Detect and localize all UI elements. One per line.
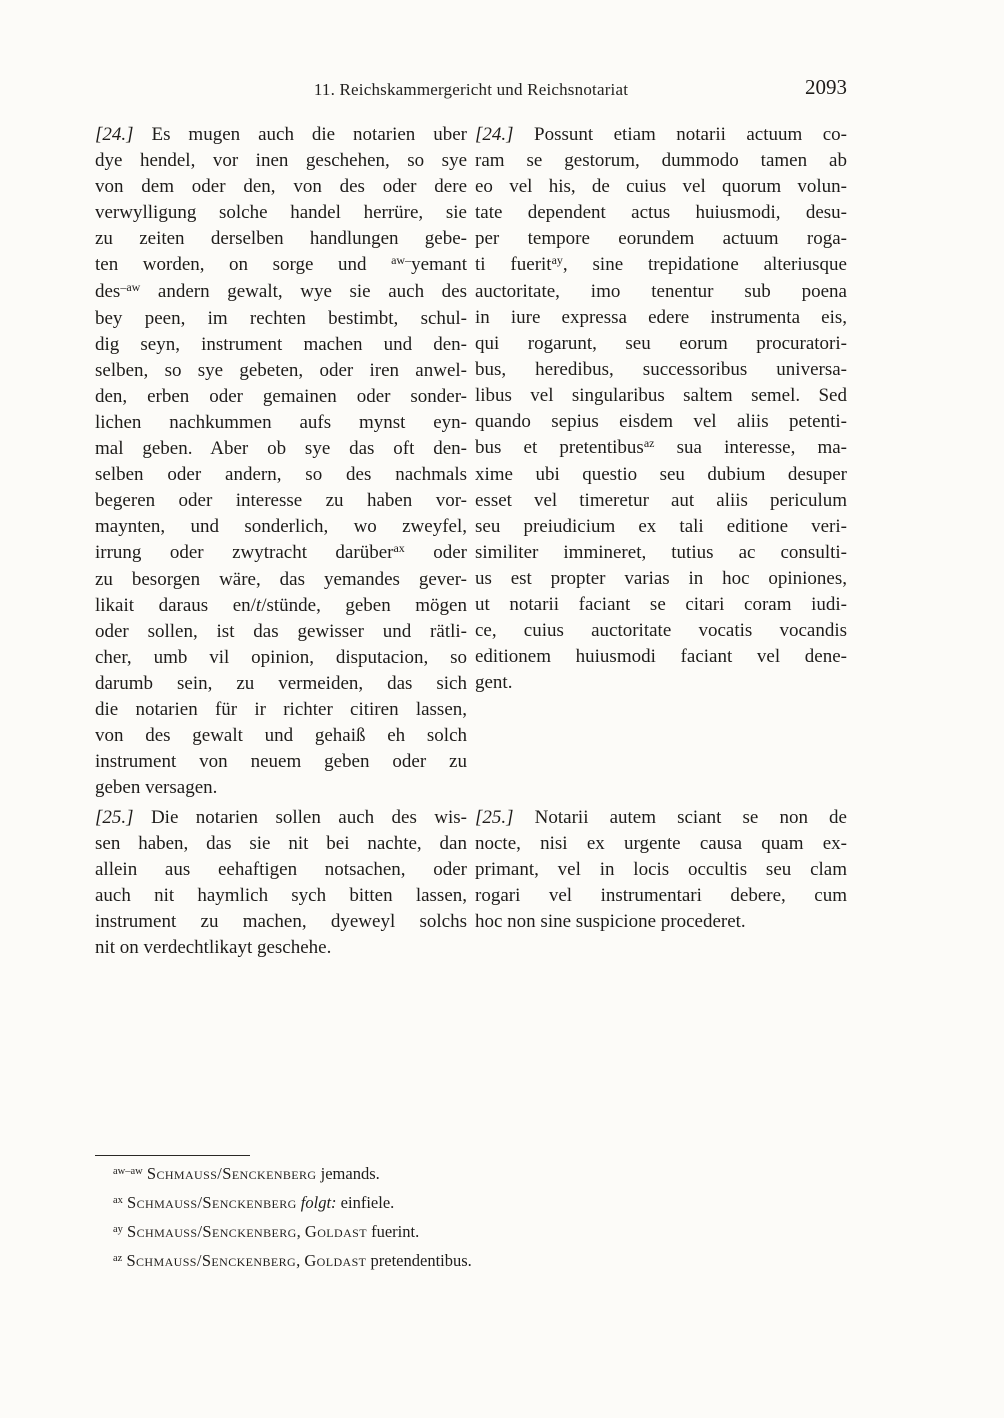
text-line — [95, 645, 467, 671]
text-line — [95, 593, 467, 619]
text-line — [475, 435, 847, 462]
footnote-entry — [95, 1219, 847, 1248]
text-line — [475, 174, 847, 200]
text-run: , sine trepidatione alteriusque — [562, 254, 847, 275]
text-line — [475, 200, 847, 226]
text-run: nocte, nisi ex urgente causa quam ex- — [475, 833, 847, 854]
text-line — [95, 619, 467, 645]
text-line — [95, 226, 467, 252]
latin-paragraph — [475, 122, 847, 801]
footnote-separator-rule — [95, 1155, 250, 1156]
text-line — [95, 384, 467, 410]
text-line — [95, 831, 467, 857]
text-run: similiter immineret, tutius ac consulti- — [475, 542, 847, 563]
text-run: oder sollen, ist das gewisser und rätli- — [95, 621, 467, 642]
text-run: ce, cuius auctoritate vocatis vocandis — [475, 620, 847, 641]
text-run: editionem huiusmodi faciant vel dene- — [475, 646, 847, 667]
text-line — [475, 540, 847, 566]
german-paragraph — [95, 805, 467, 961]
text-line — [95, 306, 467, 332]
text-run: ram se gestorum, dummodo tamen ab — [475, 150, 847, 171]
text-run: esset vel timeretur aut aliis periculum — [475, 490, 847, 511]
text-run: selben, so sye gebeten, oder iren anwel- — [95, 360, 467, 381]
text-line — [95, 805, 467, 831]
text-run: auctoritate, imo tenentur sub poena — [475, 281, 847, 302]
text-line — [475, 883, 847, 909]
text-run: ti fuerit — [475, 254, 552, 275]
text-run: fuerint. — [366, 1222, 420, 1241]
text-run: Possunt etiam notarii actuum co- — [513, 124, 847, 145]
running-header: 11. Reichskammergericht und Reichsnotariat — [313, 80, 629, 99]
text-line — [475, 514, 847, 540]
smallcaps-name: Goldast — [304, 1251, 367, 1270]
text-run: des — [95, 281, 121, 302]
text-line — [475, 279, 847, 305]
page-header — [95, 75, 847, 122]
text-run: einfiele. — [336, 1193, 395, 1212]
text-line — [95, 252, 467, 279]
text-run: dig seyn, instrument machen und den- — [95, 334, 467, 355]
text-line — [95, 883, 467, 909]
footnote-entry — [95, 1248, 847, 1277]
text-line — [475, 670, 847, 696]
smallcaps-name: Schmauss/Senckenberg — [127, 1222, 297, 1241]
text-run: die notarien für ir richter citiren lassen, — [95, 699, 467, 720]
text-run: , — [296, 1222, 305, 1241]
text-line — [475, 566, 847, 592]
italic-run: [24.] — [475, 124, 514, 145]
text-line — [475, 252, 847, 279]
text-line — [95, 935, 467, 961]
text-run: zu zeiten derselben handlungen gebe- — [95, 228, 467, 249]
text-line — [95, 749, 467, 775]
text-run: cher, umb vil opinion, disputacion, so — [95, 647, 467, 668]
text-run: ten worden, on sorge und — [95, 254, 392, 275]
text-run: nit on verdechtlikayt geschehe. — [95, 937, 332, 958]
text-run: ut notarii faciant se citari coram iudi- — [475, 594, 847, 615]
italic-run: [25.] — [95, 807, 134, 828]
superscript-marker: az — [643, 436, 655, 450]
page-number: 2093 — [805, 75, 847, 99]
text-line — [475, 857, 847, 883]
text-run: von dem oder den, von des oder dere — [95, 176, 467, 197]
text-run: sen haben, das sie nit bei nachte, dan — [95, 833, 467, 854]
smallcaps-name: Schmauss/Senckenberg — [146, 1164, 317, 1183]
paragraph-pair-row — [95, 122, 847, 801]
text-run: maynten, und sonderlich, wo zweyfel, — [95, 516, 467, 537]
footnote-entry — [95, 1161, 847, 1190]
text-line — [475, 909, 847, 935]
superscript-marker: aw–aw — [113, 1166, 143, 1177]
smallcaps-name: Schmauss/Senckenberg — [127, 1193, 297, 1212]
text-run: seu preiudicium ex tali editione veri- — [475, 516, 847, 537]
superscript-marker: ay — [113, 1224, 123, 1235]
text-line — [475, 488, 847, 514]
smallcaps-name: Goldast — [304, 1222, 367, 1241]
text-line — [95, 514, 467, 540]
footnote-entry — [95, 1190, 847, 1219]
text-run: pretendentibus. — [366, 1251, 472, 1270]
text-line — [475, 122, 847, 148]
text-line — [95, 174, 467, 200]
german-paragraph — [95, 122, 467, 801]
footnotes-section — [95, 1155, 847, 1277]
text-run: qui rogarunt, seu eorum procuratori- — [475, 333, 847, 354]
text-line — [475, 383, 847, 409]
superscript-marker: –aw — [120, 280, 141, 294]
text-line — [95, 857, 467, 883]
book-page — [95, 75, 848, 1277]
text-run: mal geben. Aber ob sye das oft den- — [95, 438, 467, 459]
text-run: eo vel his, de cuius vel quorum volun- — [475, 176, 847, 197]
text-line — [475, 409, 847, 435]
text-run: dye hendel, vor inen geschehen, so sye — [95, 150, 467, 171]
text-line — [475, 148, 847, 174]
smallcaps-name: Schmauss/Senckenberg — [126, 1251, 297, 1270]
text-run: jemands. — [316, 1164, 380, 1183]
text-line — [475, 331, 847, 357]
text-run: in iure expressa edere instrumenta eis, — [475, 307, 847, 328]
italic-run: [25.] — [475, 807, 514, 828]
text-run: begeren oder interesse zu haben vor- — [95, 490, 467, 511]
text-line — [475, 357, 847, 383]
text-run: bus, heredibus, successoribus universa- — [475, 359, 847, 380]
text-line — [95, 567, 467, 593]
text-run: tate dependent actus huiusmodi, desu- — [475, 202, 847, 223]
text-run: Notarii autem sciant se non de — [513, 807, 847, 828]
text-run: gent. — [475, 672, 513, 693]
text-run: rogari vel instrumentari debere, cum — [475, 885, 847, 906]
text-run: den, erben oder gemainen oder sonder- — [95, 386, 467, 407]
text-run: oder — [404, 542, 468, 563]
text-line — [95, 279, 467, 306]
text-run: xime ubi questio seu dubium desuper — [475, 464, 847, 485]
italic-run: t — [255, 595, 262, 616]
text-line — [95, 358, 467, 384]
text-run: yemant — [411, 254, 467, 275]
text-run: von des gewalt und gehaiß eh solch — [95, 725, 467, 746]
text-line — [475, 462, 847, 488]
text-run: us est propter varias in hoc opiniones, — [475, 568, 847, 589]
text-run: selben oder andern, so des nachmals — [95, 464, 467, 485]
text-run: Es mugen auch die notarien uber — [133, 124, 467, 145]
superscript-marker: az — [113, 1253, 123, 1264]
superscript-marker: ay — [551, 253, 563, 267]
text-run: instrument zu machen, dyeweyl solchs — [95, 911, 467, 932]
text-line — [95, 200, 467, 226]
text-line — [95, 462, 467, 488]
text-line — [475, 618, 847, 644]
footnote-list — [95, 1161, 847, 1277]
text-line — [95, 122, 467, 148]
text-run: darumb sein, zu vermeiden, das sich — [95, 673, 467, 694]
superscript-marker: aw– — [391, 253, 412, 267]
text-line — [95, 436, 467, 462]
text-run: libus vel singularibus saltem semel. Sed — [475, 385, 847, 406]
text-line — [95, 671, 467, 697]
text-run: lichen nachkummen aufs mynst eyn- — [95, 412, 467, 433]
text-run: hoc non sine suspicione procederet. — [475, 911, 746, 932]
italic-run: folgt: — [300, 1193, 337, 1212]
text-run: irrung oder zwytracht darüber — [95, 542, 394, 563]
text-run: andern gewalt, wye sie auch des — [140, 281, 467, 302]
text-run: bey peen, im rechten bestimbt, schul- — [95, 308, 467, 329]
text-run: per tempore eorundem actuum roga- — [475, 228, 847, 249]
italic-run: [24.] — [95, 124, 134, 145]
text-run: primant, vel in locis occultis seu clam — [475, 859, 847, 880]
text-run: bus et pretentibus — [475, 437, 644, 458]
text-line — [475, 831, 847, 857]
text-line — [475, 805, 847, 831]
text-run: verwylligung solche handel herrüre, sie — [95, 202, 467, 223]
text-run: likait daraus en/ — [95, 595, 256, 616]
text-line — [95, 909, 467, 935]
text-run: , — [296, 1251, 305, 1270]
text-line — [475, 644, 847, 670]
text-run: /stünde, geben mögen — [261, 595, 467, 616]
text-run: geben versagen. — [95, 777, 218, 798]
text-run: allein aus eehaftigen notsachen, oder — [95, 859, 467, 880]
text-line — [95, 697, 467, 723]
text-line — [475, 592, 847, 618]
text-run: sua interesse, ma- — [654, 437, 848, 458]
two-column-text-block — [95, 122, 847, 961]
text-line — [95, 488, 467, 514]
text-line — [475, 305, 847, 331]
text-line — [95, 148, 467, 174]
text-run: Die notarien sollen auch des wis- — [133, 807, 467, 828]
text-line — [95, 775, 467, 801]
text-line — [95, 332, 467, 358]
text-line — [95, 410, 467, 436]
latin-paragraph — [475, 805, 847, 961]
text-run: zu besorgen wäre, das yemandes gever- — [95, 569, 467, 590]
text-line — [95, 540, 467, 567]
text-line — [95, 723, 467, 749]
text-run: instrument von neuem geben oder zu — [95, 751, 467, 772]
superscript-marker: ax — [113, 1195, 123, 1206]
paragraph-pair-row — [95, 801, 847, 961]
text-run: auch nit haymlich sych bitten lassen, — [95, 885, 467, 906]
superscript-marker: ax — [393, 541, 405, 555]
text-run: quando sepius eisdem vel aliis petenti- — [475, 411, 847, 432]
text-line — [475, 226, 847, 252]
